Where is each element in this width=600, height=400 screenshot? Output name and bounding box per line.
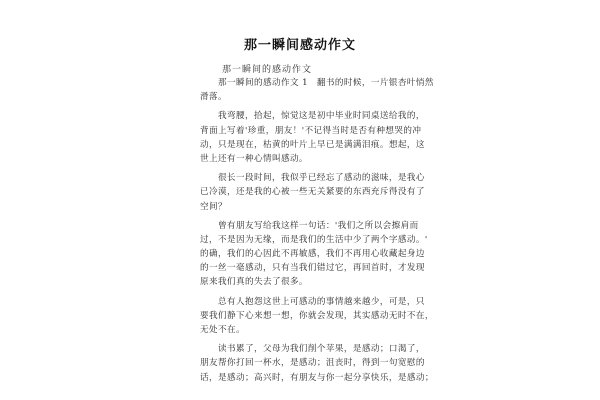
paragraph <box>200 219 428 290</box>
document-body <box>200 76 434 385</box>
text-line: 无处不在。 <box>200 325 245 335</box>
paragraph <box>200 171 425 214</box>
paragraph <box>200 76 434 104</box>
text-line: 已冷漠，还是我的心被一些无关紧要的东西充斥得没有了 <box>200 187 425 198</box>
text-line: 朋友帮你打回一杯水，是感动；沮丧时，得到一句宽慰的 <box>200 358 425 369</box>
text-line: 世上还有一种心情叫感动。 <box>200 153 308 164</box>
text-line: 过，不是因为无缘，而是我们的生活中少了两个字感动。' <box>200 234 428 245</box>
paragraph <box>200 295 434 338</box>
document-title: 那一瞬间感动作文 <box>243 38 356 53</box>
text-line: 空间？ <box>200 201 227 212</box>
text-line: 滑落。 <box>200 92 227 103</box>
text-line: 的一丝一毫感动，只有当我们错过它，再回首时，才发现 <box>200 263 425 274</box>
text-line: 读书累了，父母为我们削个苹果，是感动；口渴了， <box>200 344 425 355</box>
text-line: 很长一段时间，我似乎已经忘了感动的滋味，是我心 <box>200 173 425 184</box>
document-subtitle: 那一瞬间的感动作文 <box>222 65 313 75</box>
text-line: 总有人抱怨这世上可感动的事情越来越少，可是，只 <box>200 296 425 307</box>
text-line: 我弯腰，拾起，惊觉这是初中毕业时同桌送给我的， <box>200 111 425 122</box>
paragraph <box>200 109 425 166</box>
paragraph <box>200 342 434 385</box>
text-line: 话，是感动；高兴时，有朋友与你一起分享快乐，是感动； <box>200 372 434 383</box>
text-line: 曾有朋友写给我这样一句话：'我们之所以会擦肩而 <box>200 220 419 231</box>
text-line: 那一瞬间的感动作文 1 翻书的时候，一片银杏叶悄然 <box>200 78 434 88</box>
text-line: 原来我们真的失去了很多。 <box>200 277 308 288</box>
text-line: 要我们静下心来想一想，你就会发现，其实感动无时不在， <box>200 310 434 321</box>
text-line: 背面上写着'珍重，朋友！'不记得当时是否有种想哭的冲 <box>200 125 422 136</box>
text-line: 动，只是现在，枯黄的叶片上早已是满满泪痕。想起，这 <box>200 139 425 150</box>
text-line: 的确，我们的心因此不再敏感，我们不再用心收藏起身边 <box>200 249 425 260</box>
